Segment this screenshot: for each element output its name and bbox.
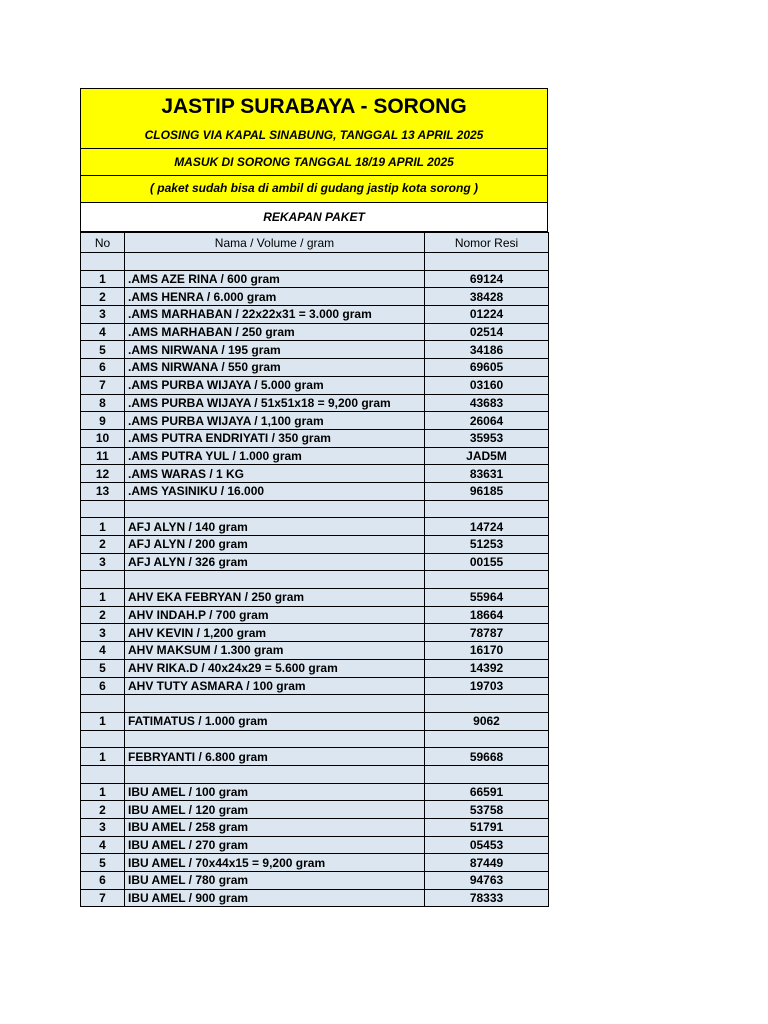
blank-row <box>81 730 549 748</box>
package-name: .AMS PURBA WIJAYA / 5.000 gram <box>125 376 425 394</box>
table-row <box>81 589 549 607</box>
receipt-number: 55964 <box>425 589 549 607</box>
row-number: 1 <box>81 518 125 536</box>
row-number: 1 <box>81 748 125 766</box>
package-name: .AMS MARHABAN / 250 gram <box>125 323 425 341</box>
receipt-number: 96185 <box>425 482 549 500</box>
section-title: REKAPAN PAKET <box>80 203 548 232</box>
package-name: FEBRYANTI / 6.800 gram <box>125 748 425 766</box>
table-row <box>81 323 549 341</box>
row-number: 4 <box>81 642 125 660</box>
row-number: 13 <box>81 482 125 500</box>
column-header-resi: Nomor Resi <box>425 233 549 253</box>
table-row <box>81 394 549 412</box>
table-row <box>81 642 549 660</box>
package-name: .AMS PUTRA YUL / 1.000 gram <box>125 447 425 465</box>
blank-cell <box>425 253 549 271</box>
row-number: 11 <box>81 447 125 465</box>
table-row <box>81 677 549 695</box>
blank-cell <box>81 500 125 518</box>
package-name: .AMS NIRWANA / 195 gram <box>125 341 425 359</box>
table-row <box>81 624 549 642</box>
receipt-number: 34186 <box>425 341 549 359</box>
package-name: AHV KEVIN / 1,200 gram <box>125 624 425 642</box>
spreadsheet <box>80 88 548 907</box>
package-name: IBU AMEL / 100 gram <box>125 783 425 801</box>
table-row <box>81 819 549 837</box>
table-row <box>81 359 549 377</box>
blank-cell <box>425 500 549 518</box>
blank-cell <box>425 765 549 783</box>
receipt-number: 14392 <box>425 659 549 677</box>
receipt-number: 01224 <box>425 306 549 324</box>
receipt-number: 53758 <box>425 801 549 819</box>
table-row <box>81 518 549 536</box>
row-number: 1 <box>81 270 125 288</box>
blank-row <box>81 765 549 783</box>
blank-cell <box>81 730 125 748</box>
package-name: .AMS HENRA / 6.000 gram <box>125 288 425 306</box>
package-name: .AMS PUTRA ENDRIYATI / 350 gram <box>125 429 425 447</box>
row-number: 2 <box>81 288 125 306</box>
row-number: 2 <box>81 536 125 554</box>
package-name: .AMS MARHABAN / 22x22x31 = 3.000 gram <box>125 306 425 324</box>
row-number: 6 <box>81 359 125 377</box>
table-row <box>81 801 549 819</box>
table-row <box>81 854 549 872</box>
table-row <box>81 872 549 890</box>
receipt-number: 51253 <box>425 536 549 554</box>
receipt-number: 16170 <box>425 642 549 660</box>
package-name: IBU AMEL / 780 gram <box>125 872 425 890</box>
table-row <box>81 659 549 677</box>
receipt-number: 78333 <box>425 889 549 907</box>
receipt-number: 00155 <box>425 553 549 571</box>
blank-row <box>81 500 549 518</box>
table-row <box>81 447 549 465</box>
receipt-number: 87449 <box>425 854 549 872</box>
table-row <box>81 748 549 766</box>
receipt-number: 51791 <box>425 819 549 837</box>
package-name: AHV INDAH.P / 700 gram <box>125 606 425 624</box>
column-header-nama: Nama / Volume / gram <box>125 233 425 253</box>
table-row <box>81 889 549 907</box>
closing-info: CLOSING VIA KAPAL SINABUNG, TANGGAL 13 APRIL 2025 <box>80 124 548 149</box>
row-number: 4 <box>81 836 125 854</box>
table-row <box>81 606 549 624</box>
receipt-number: JAD5M <box>425 447 549 465</box>
table-row <box>81 465 549 483</box>
package-name: IBU AMEL / 270 gram <box>125 836 425 854</box>
blank-cell <box>125 695 425 713</box>
table-row <box>81 288 549 306</box>
table-row <box>81 376 549 394</box>
row-number: 10 <box>81 429 125 447</box>
receipt-number: 9062 <box>425 712 549 730</box>
receipt-number: 66591 <box>425 783 549 801</box>
receipt-number: 02514 <box>425 323 549 341</box>
row-number: 3 <box>81 306 125 324</box>
table-row <box>81 712 549 730</box>
table-row <box>81 536 549 554</box>
table-row <box>81 341 549 359</box>
table-row <box>81 553 549 571</box>
package-name: IBU AMEL / 258 gram <box>125 819 425 837</box>
blank-row <box>81 695 549 713</box>
row-number: 7 <box>81 376 125 394</box>
blank-row <box>81 253 549 271</box>
blank-cell <box>125 765 425 783</box>
row-number: 12 <box>81 465 125 483</box>
receipt-number: 19703 <box>425 677 549 695</box>
package-name: .AMS YASINIKU / 16.000 <box>125 482 425 500</box>
package-name: IBU AMEL / 900 gram <box>125 889 425 907</box>
package-name: IBU AMEL / 70x44x15 = 9,200 gram <box>125 854 425 872</box>
receipt-number: 18664 <box>425 606 549 624</box>
row-number: 2 <box>81 606 125 624</box>
receipt-number: 94763 <box>425 872 549 890</box>
receipt-number: 26064 <box>425 412 549 430</box>
package-name: .AMS PURBA WIJAYA / 51x51x18 = 9,200 gram <box>125 394 425 412</box>
row-number: 3 <box>81 819 125 837</box>
table-row <box>81 270 549 288</box>
receipt-number: 05453 <box>425 836 549 854</box>
receipt-number: 43683 <box>425 394 549 412</box>
row-number: 6 <box>81 872 125 890</box>
pickup-note: ( paket sudah bisa di ambil di gudang jastip kota sorong ) <box>80 176 548 203</box>
row-number: 1 <box>81 783 125 801</box>
receipt-number: 59668 <box>425 748 549 766</box>
receipt-number: 14724 <box>425 518 549 536</box>
row-number: 5 <box>81 854 125 872</box>
table-row <box>81 783 549 801</box>
table-row <box>81 412 549 430</box>
blank-cell <box>425 730 549 748</box>
blank-row <box>81 571 549 589</box>
table-row <box>81 429 549 447</box>
blank-cell <box>81 571 125 589</box>
row-number: 2 <box>81 801 125 819</box>
package-name: .AMS NIRWANA / 550 gram <box>125 359 425 377</box>
blank-cell <box>81 253 125 271</box>
package-name: AHV RIKA.D / 40x24x29 = 5.600 gram <box>125 659 425 677</box>
blank-cell <box>81 765 125 783</box>
row-number: 5 <box>81 341 125 359</box>
blank-cell <box>125 571 425 589</box>
blank-cell <box>425 695 549 713</box>
blank-cell <box>125 730 425 748</box>
row-number: 3 <box>81 553 125 571</box>
receipt-number: 69605 <box>425 359 549 377</box>
package-name: AFJ ALYN / 326 gram <box>125 553 425 571</box>
package-name: FATIMATUS / 1.000 gram <box>125 712 425 730</box>
blank-cell <box>125 253 425 271</box>
package-name: IBU AMEL / 120 gram <box>125 801 425 819</box>
receipt-number: 38428 <box>425 288 549 306</box>
table-body <box>81 253 549 907</box>
package-name: AFJ ALYN / 200 gram <box>125 536 425 554</box>
row-number: 6 <box>81 677 125 695</box>
receipt-number: 03160 <box>425 376 549 394</box>
table-row <box>81 306 549 324</box>
page-title: JASTIP SURABAYA - SORONG <box>80 88 548 124</box>
row-number: 7 <box>81 889 125 907</box>
table-row <box>81 482 549 500</box>
package-name: AFJ ALYN / 140 gram <box>125 518 425 536</box>
package-name: .AMS AZE RINA / 600 gram <box>125 270 425 288</box>
row-number: 4 <box>81 323 125 341</box>
package-name: AHV TUTY ASMARA / 100 gram <box>125 677 425 695</box>
package-name: .AMS PURBA WIJAYA / 1,100 gram <box>125 412 425 430</box>
row-number: 3 <box>81 624 125 642</box>
receipt-number: 69124 <box>425 270 549 288</box>
receipt-number: 35953 <box>425 429 549 447</box>
arrival-info: MASUK DI SORONG TANGGAL 18/19 APRIL 2025 <box>80 149 548 176</box>
blank-cell <box>425 571 549 589</box>
package-name: AHV MAKSUM / 1.300 gram <box>125 642 425 660</box>
table-row <box>81 836 549 854</box>
receipt-number: 83631 <box>425 465 549 483</box>
receipt-number: 78787 <box>425 624 549 642</box>
row-number: 1 <box>81 712 125 730</box>
table-header-row <box>81 233 549 253</box>
blank-cell <box>125 500 425 518</box>
row-number: 8 <box>81 394 125 412</box>
column-header-no: No <box>81 233 125 253</box>
row-number: 9 <box>81 412 125 430</box>
package-table <box>80 232 549 907</box>
row-number: 1 <box>81 589 125 607</box>
package-name: .AMS WARAS / 1 KG <box>125 465 425 483</box>
row-number: 5 <box>81 659 125 677</box>
blank-cell <box>81 695 125 713</box>
package-name: AHV EKA FEBRYAN / 250 gram <box>125 589 425 607</box>
